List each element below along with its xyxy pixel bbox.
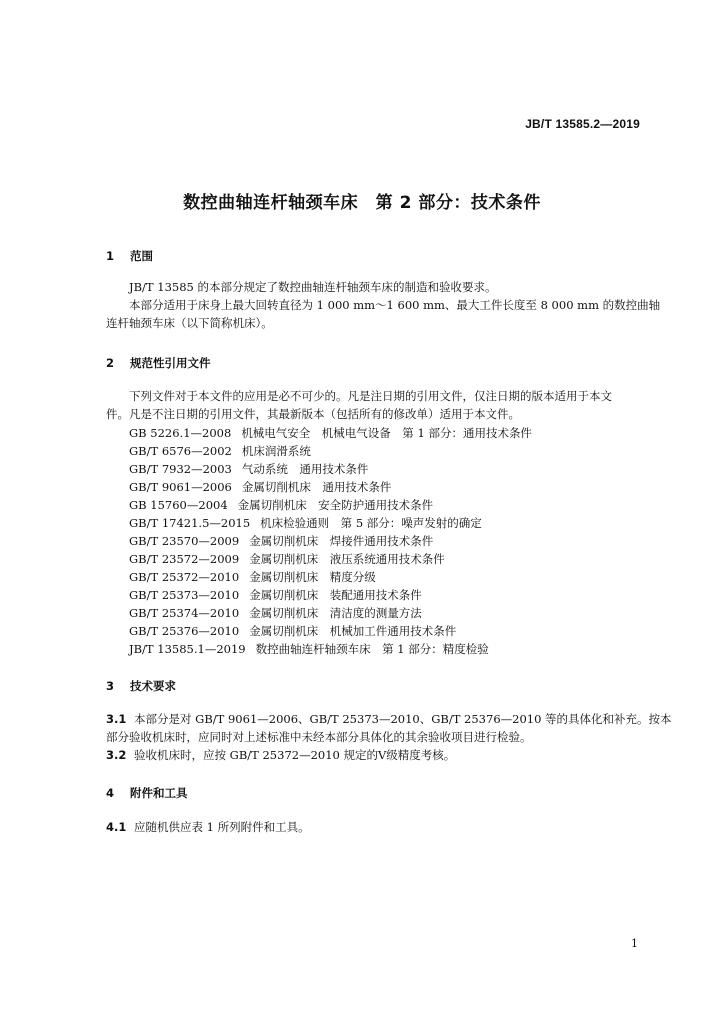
text-line: 件。凡是不注日期的引用文件，其最新版本（包括所有的修改单）适用于本文件。 [106, 407, 520, 421]
reference-title: 金属切削机床 安全防护通用技术条件 [237, 498, 434, 512]
reference-code: GB/T 25376—2010 [129, 624, 240, 638]
reference-item [129, 424, 532, 442]
section-number: 4 [106, 786, 115, 800]
clause-number: 3.1 [106, 712, 127, 726]
text-line: 连杆轴颈车床（以下简称机床）。 [106, 316, 273, 330]
reference-code: GB/T 7932—2003 [129, 462, 232, 476]
reference-code: JB/T 13585.1—2019 [129, 642, 246, 656]
reference-code: GB/T 23572—2009 [129, 552, 240, 566]
reference-item [129, 604, 532, 622]
reference-title: 机械电气安全 机械电气设备 第 1 部分：通用技术条件 [241, 426, 532, 440]
clause-3-2 [106, 746, 640, 764]
reference-item [129, 514, 532, 532]
reference-item [129, 442, 532, 460]
reference-item [129, 586, 532, 604]
reference-title: 金属切削机床 机械加工件通用技术条件 [249, 624, 457, 638]
clause-4-1 [106, 818, 640, 836]
clause-3-1 [106, 710, 672, 746]
reference-title: 金属切削机床 通用技术条件 [241, 480, 392, 494]
section-heading-accessories-tools [106, 785, 188, 801]
section-number: 1 [106, 249, 115, 263]
reference-code: GB/T 23570—2009 [129, 534, 240, 548]
reference-title: 机床检验通则 第 5 部分：噪声发射的确定 [260, 516, 482, 530]
reference-item [129, 496, 532, 514]
reference-list [129, 424, 532, 658]
reference-title: 数控曲轴连杆轴颈车床 第 1 部分：精度检验 [255, 642, 489, 656]
reference-title: 金属切削机床 清洁度的测量方法 [249, 606, 422, 620]
reference-code: GB/T 25373—2010 [129, 588, 240, 602]
clause-text: 本部分是对 GB/T 9061—2006、GB/T 25373—2010、GB/T 25376—2010 等的具体化和补充。按本 [134, 712, 672, 726]
text-line [106, 818, 640, 836]
section-heading-technical-requirements [106, 678, 176, 694]
reference-code: GB/T 17421.5—2015 [129, 516, 251, 530]
section-number: 3 [106, 679, 115, 693]
reference-title: 金属切削机床 装配通用技术条件 [249, 588, 422, 602]
standard-number: JB/T 13585.2—2019 [525, 117, 640, 131]
section-number: 2 [106, 356, 115, 370]
document-title: 数控曲轴连杆轴颈车床 第 2 部分：技术条件 [183, 193, 541, 213]
section-title: 规范性引用文件 [130, 356, 211, 370]
text-line [106, 746, 640, 764]
section-title: 附件和工具 [130, 786, 188, 800]
reference-code: GB 15760—2004 [129, 498, 228, 512]
reference-item [129, 622, 532, 640]
text-line: JB/T 13585 的本部分规定了数控曲轴连杆轴颈车床的制造和验收要求。 [129, 280, 497, 294]
section-title: 技术要求 [130, 679, 177, 693]
reference-title: 机床润滑系统 [241, 444, 311, 458]
section-heading-normative-references [106, 355, 211, 371]
reference-title: 金属切削机床 焊接件通用技术条件 [249, 534, 434, 548]
clause-text: 应随机供应表 1 所列附件和工具。 [134, 820, 310, 834]
reference-code: GB/T 6576—2002 [129, 444, 232, 458]
reference-item [129, 550, 532, 568]
scope-paragraph-1 [106, 278, 661, 332]
clause-text: 验收机床时，应按 GB/T 25372—2010 规定的Ⅴ级精度考核。 [134, 748, 456, 762]
reference-title: 气动系统 通用技术条件 [241, 462, 369, 476]
reference-item [129, 640, 532, 658]
reference-code: GB 5226.1—2008 [129, 426, 232, 440]
section-title: 范围 [130, 249, 154, 263]
text-line: 下列文件对于本文件的应用是必不可少的。凡是注日期的引用文件，仅注日期的版本适用于本文 [129, 389, 612, 403]
reference-title: 金属切削机床 液压系统通用技术条件 [249, 552, 445, 566]
reference-code: GB/T 25374—2010 [129, 606, 240, 620]
clause-number: 3.2 [106, 748, 127, 762]
reference-code: GB/T 25372—2010 [129, 570, 240, 584]
section-heading-scope [106, 248, 153, 264]
text-line: 本部分适用于床身上最大回转直径为 1 000 mm～1 600 mm、最大工件长度至 8 000 mm 的数控曲轴 [129, 298, 661, 312]
text-line: 部分验收机床时，应同时对上述标准中未经本部分具体化的其余验收项目进行检验。 [106, 730, 532, 744]
page-number: 1 [631, 937, 638, 950]
reference-item [129, 460, 532, 478]
reference-code: GB/T 9061—2006 [129, 480, 232, 494]
reference-item [129, 568, 532, 586]
clause-number: 4.1 [106, 820, 127, 834]
reference-item [129, 532, 532, 550]
references-intro [106, 387, 640, 423]
reference-title: 金属切削机床 精度分级 [249, 570, 376, 584]
text-line [106, 710, 672, 728]
reference-item [129, 478, 532, 496]
